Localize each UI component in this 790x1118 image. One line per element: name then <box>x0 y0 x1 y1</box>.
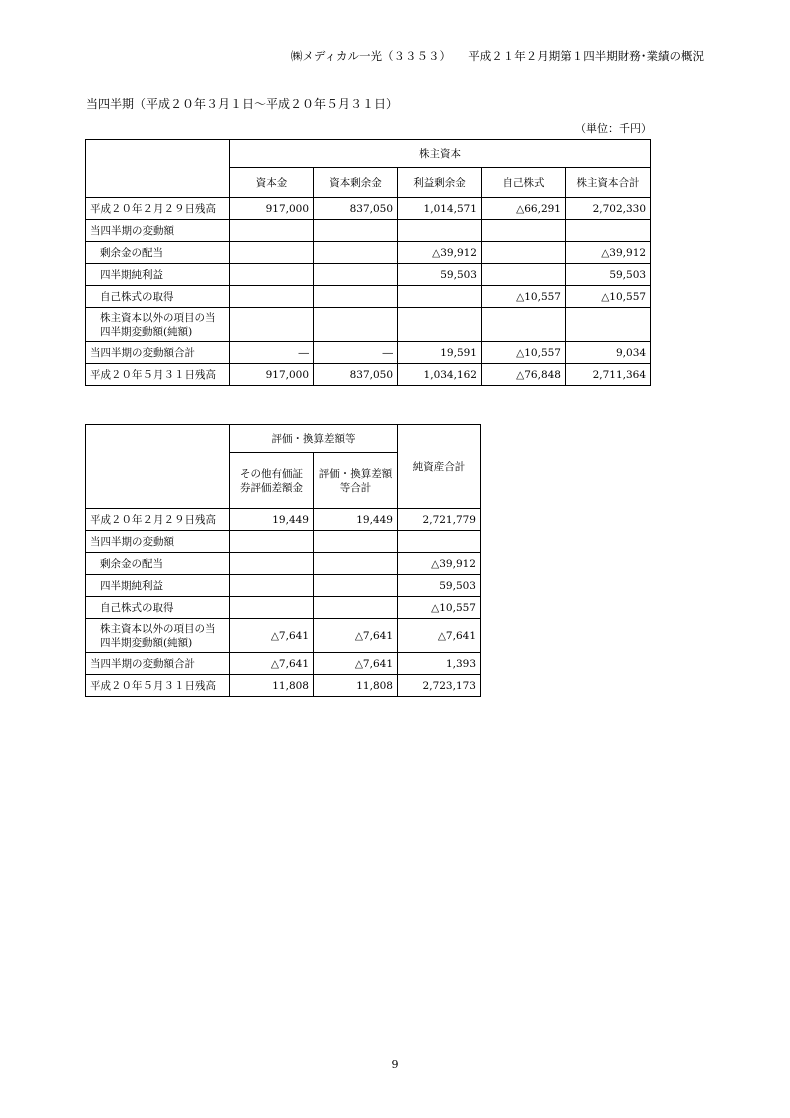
cell-value: 19,449 <box>230 509 314 531</box>
cell-value: △7,641 <box>314 653 398 675</box>
row-label: 自己株式の取得 <box>86 597 230 619</box>
table-row <box>86 342 651 364</box>
column-header: 利益剰余金 <box>398 168 482 198</box>
table-row <box>86 264 651 286</box>
page-header <box>291 48 704 64</box>
cell-value: △10,557 <box>482 286 566 308</box>
cell-value: △7,641 <box>230 653 314 675</box>
cell-value: 11,808 <box>230 675 314 697</box>
cell-value: 9,034 <box>566 342 651 364</box>
cell-value <box>398 286 482 308</box>
cell-value <box>230 553 314 575</box>
cell-value <box>482 308 566 342</box>
row-label: 当四半期の変動額合計 <box>86 342 230 364</box>
row-label: 当四半期の変動額合計 <box>86 653 230 675</box>
cell-value <box>230 286 314 308</box>
cell-value: 11,808 <box>314 675 398 697</box>
cell-value: △66,291 <box>482 198 566 220</box>
cell-value <box>398 220 482 242</box>
cell-value: △10,557 <box>482 342 566 364</box>
cell-value: △10,557 <box>398 597 481 619</box>
cell-value: 19,449 <box>314 509 398 531</box>
cell-value <box>314 220 398 242</box>
cell-value <box>314 553 398 575</box>
cell-value: 59,503 <box>566 264 651 286</box>
row-label: 剰余金の配当 <box>86 242 230 264</box>
cell-value: △39,912 <box>398 553 481 575</box>
row-label: 株主資本以外の項目の当四半期変動額(純額) <box>86 308 230 342</box>
table-row <box>86 553 481 575</box>
column-header: その他有価証券評価差額金 <box>230 453 314 509</box>
cell-value <box>230 575 314 597</box>
column-header: 資本金 <box>230 168 314 198</box>
table-row <box>86 675 481 697</box>
cell-value <box>314 531 398 553</box>
cell-value: △76,848 <box>482 364 566 386</box>
cell-value: △7,641 <box>398 619 481 653</box>
cell-value <box>314 286 398 308</box>
cell-value: 2,721,779 <box>398 509 481 531</box>
row-label: 四半期純利益 <box>86 575 230 597</box>
row-label: 平成２０年５月３１日残高 <box>86 675 230 697</box>
cell-value: △7,641 <box>314 619 398 653</box>
cell-value <box>230 531 314 553</box>
column-header: 評価・換算差額等合計 <box>314 453 398 509</box>
cell-value <box>314 242 398 264</box>
row-label: 当四半期の変動額 <box>86 220 230 242</box>
cell-value <box>482 264 566 286</box>
cell-value: 1,393 <box>398 653 481 675</box>
row-label: 株主資本以外の項目の当四半期変動額(純額) <box>86 619 230 653</box>
table-row <box>86 242 651 264</box>
table-row <box>86 220 651 242</box>
cell-value: △10,557 <box>566 286 651 308</box>
cell-value <box>314 264 398 286</box>
row-label: 剰余金の配当 <box>86 553 230 575</box>
cell-value <box>314 597 398 619</box>
table-row <box>86 198 651 220</box>
corner-cell <box>86 140 230 198</box>
column-header: 株主資本合計 <box>566 168 651 198</box>
column-header: 資本剰余金 <box>314 168 398 198</box>
row-label: 平成２０年２月２９日残高 <box>86 198 230 220</box>
cell-value: 1,014,571 <box>398 198 482 220</box>
cell-value: 917,000 <box>230 364 314 386</box>
cell-value: 59,503 <box>398 575 481 597</box>
cell-value <box>314 575 398 597</box>
valuation-adjustments-table <box>85 424 481 697</box>
cell-value <box>482 220 566 242</box>
cell-value: △7,641 <box>230 619 314 653</box>
cell-value: 2,711,364 <box>566 364 651 386</box>
company-name: ㈱メディカル一光（３３５３） <box>290 49 446 63</box>
cell-value: ― <box>230 342 314 364</box>
cell-value: △39,912 <box>566 242 651 264</box>
group-header: 評価・換算差額等 <box>230 425 398 453</box>
table-row <box>86 286 651 308</box>
cell-value: 2,723,173 <box>398 675 481 697</box>
shareholders-equity-table <box>85 139 651 386</box>
cell-value <box>566 220 651 242</box>
cell-value: 1,034,162 <box>398 364 482 386</box>
row-label: 自己株式の取得 <box>86 286 230 308</box>
table-row <box>86 619 481 653</box>
cell-value <box>398 308 482 342</box>
row-label: 当四半期の変動額 <box>86 531 230 553</box>
cell-value: 19,591 <box>398 342 482 364</box>
cell-value <box>482 242 566 264</box>
cell-value: 837,050 <box>314 364 398 386</box>
report-title: 平成２１年２月期第１四半期財務･業績の概況 <box>468 49 704 63</box>
cell-value: ― <box>314 342 398 364</box>
table-row <box>86 308 651 342</box>
table-row <box>86 653 481 675</box>
corner-cell <box>86 425 230 509</box>
column-header: 純資産合計 <box>398 425 481 509</box>
cell-value <box>230 264 314 286</box>
row-label: 平成２０年５月３１日残高 <box>86 364 230 386</box>
cell-value <box>230 308 314 342</box>
column-header: 自己株式 <box>482 168 566 198</box>
cell-value <box>230 220 314 242</box>
cell-value <box>398 531 481 553</box>
page-number: 9 <box>391 1058 399 1071</box>
row-label: 平成２０年２月２９日残高 <box>86 509 230 531</box>
cell-value <box>230 597 314 619</box>
cell-value: 2,702,330 <box>566 198 651 220</box>
period-title: 当四半期（平成２０年３月１日～平成２０年５月３１日） <box>86 97 399 111</box>
table-row <box>86 575 481 597</box>
cell-value: △39,912 <box>398 242 482 264</box>
cell-value: 917,000 <box>230 198 314 220</box>
cell-value: 59,503 <box>398 264 482 286</box>
table-row <box>86 597 481 619</box>
unit-label: （単位：千円） <box>575 122 652 135</box>
cell-value <box>566 308 651 342</box>
table-row <box>86 364 651 386</box>
table-row <box>86 509 481 531</box>
cell-value <box>230 242 314 264</box>
group-header: 株主資本 <box>230 140 651 168</box>
row-label: 四半期純利益 <box>86 264 230 286</box>
cell-value: 837,050 <box>314 198 398 220</box>
table-row <box>86 531 481 553</box>
cell-value <box>314 308 398 342</box>
